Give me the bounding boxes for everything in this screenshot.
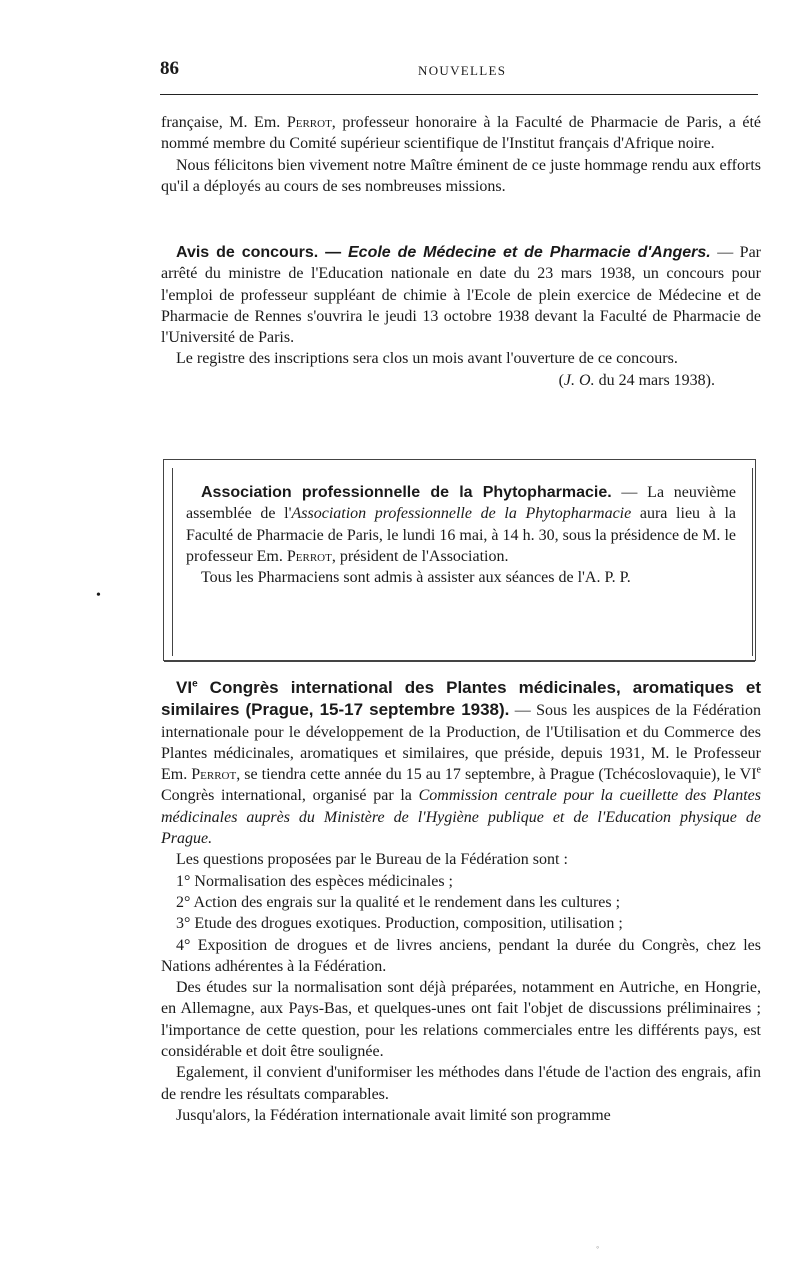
congres-title-numeral: VI [176, 678, 193, 697]
congres-president: Perrot [191, 766, 237, 784]
questions-intro: Les questions proposées par le Bureau de la Fédération sont : [176, 851, 568, 869]
association-lead: — La neuvième assemblée de [186, 484, 736, 523]
association-body-end: , président de l'Association. [331, 547, 509, 565]
source-citation [161, 370, 761, 391]
question-item: 2° Action des engrais sur la qualité et le rendement dans les cultures ; [176, 893, 621, 911]
etudes-paragraph: Des études sur la normalisation sont déjà préparées, notamment en Autriche, en Hongrie, en Allemagne, aux Pays-Bas, et quelques-unes ont fait l'objet de discussions préliminaires ; l'importance de cette question, pour les relations commerciales entre les différents pays, est considérable et doit être soulignée. [161, 979, 761, 1061]
question-item: 3° Etude des drogues exotiques. Production, composition, utilisation ; [176, 915, 623, 933]
congres-sup: e [756, 764, 761, 776]
congres-title-text: Congrès international des Plantes médicinales, aromatiques et similaires (Prague, 15-17 septembre 1938). [161, 678, 761, 720]
page-speck: ◦ [596, 1242, 600, 1252]
association-invitation: Tous les Pharmaciens sont admis à assister aux séances de l'A. P. P. [201, 569, 631, 587]
citation-journal: J. O. [563, 371, 595, 389]
concours-body: — Par arrêté du ministre de l'Education nationale en date du 23 mars 1938, un concours pour l'emploi de professeur suppléant de chimie à l'Ecole de plein exercice de Médecine et de Pharmacie de Rennes s'ouvrira le jeudi 13 octobre 1938 devant la Faculté de Pharmacie de l'Université de Paris. [161, 244, 761, 347]
concours-section [161, 242, 761, 391]
congres-paragraph [161, 677, 761, 849]
association-body: aura lieu à la Faculté de Pharmacie de Paris, le lundi 16 mai, à 14 h. 30, sous la présidence de M. le professeur Em. [186, 505, 736, 565]
questions-list [161, 849, 761, 977]
egalement-paragraph: Egalement, il convient d'uniformiser les méthodes dans l'étude de l'action des engrais, afin de rendre les résultats comparables. [161, 1064, 761, 1103]
announcement-box-bottom-rule [164, 661, 755, 662]
congres-section [161, 677, 761, 1126]
congratulation-paragraph: Nous félicitons bien vivement notre Maître éminent de ce juste hommage rendu aux efforts qu'il a déployés au cours de ses nombreuses missions. [161, 156, 761, 195]
registre-paragraph: Le registre des inscriptions sera clos un mois avant l'ouverture de ce concours. [176, 350, 678, 368]
intro-text-start: française, M. Em. [161, 114, 287, 131]
association-paragraph [186, 482, 736, 567]
citation-date: du 24 mars 1938). [594, 371, 715, 389]
question-item: 1° Normalisation des espèces médicinales ; [176, 872, 453, 890]
concours-dash: — [318, 244, 348, 261]
association-section [186, 482, 736, 588]
commission-name: Commission centrale pour la cueillette des Plantes médicinales auprès du Ministère de l'Hygiène publique et de l'Education physique de Prague. [161, 787, 762, 848]
margin-dot: • [96, 588, 101, 603]
congres-title-sup: e [192, 678, 198, 690]
congres-body-1: — Sous les auspices de la Fédération internationale pour le développement de la Production, de l'Utilisation et du Commerce des Plantes médicinales, aromatiques et similaires, que préside, depuis 1931, M. le Professeur Em. [161, 702, 762, 784]
page-header [160, 58, 758, 88]
president-name: Perrot [286, 547, 332, 565]
jusqu-paragraph: Jusqu'alors, la Fédération internationale avait limité son programme [176, 1106, 611, 1124]
association-article: l' [284, 505, 292, 523]
question-item: 4° Exposition de drogues et de livres anciens, pendant la durée du Congrès, chez les Nations adhérentes à la Fédération. [161, 936, 761, 975]
congres-body-2: , se tiendra cette année du 15 au 17 septembre, à Prague (Tchécoslovaquie), le VI [236, 766, 757, 784]
author-name: Perrot [286, 114, 332, 131]
running-title: NOUVELLES [418, 63, 507, 78]
intro-section [161, 112, 761, 197]
intro-text-rest: , professeur honoraire à la Faculté de Pharmacie de Paris, a été nommé membre du Comité supérieur scientifique de l'Institut français d'Afrique noire. [161, 114, 761, 153]
header-rule [160, 94, 758, 95]
citation-open: ( [558, 371, 564, 389]
concours-title: Avis de concours. [176, 244, 319, 261]
concours-paragraph [161, 242, 761, 348]
association-title: Association professionnelle de la Phytopharmacie. [201, 484, 612, 501]
concours-subtitle: Ecole de Médecine et de Pharmacie d'Angers. [348, 244, 711, 261]
intro-paragraph [161, 112, 761, 155]
association-name: Association professionnelle de la Phytopharmacie [291, 505, 632, 523]
congres-body-3: Congrès international, organisé par la [161, 787, 419, 805]
page-number: 86 [160, 58, 179, 79]
